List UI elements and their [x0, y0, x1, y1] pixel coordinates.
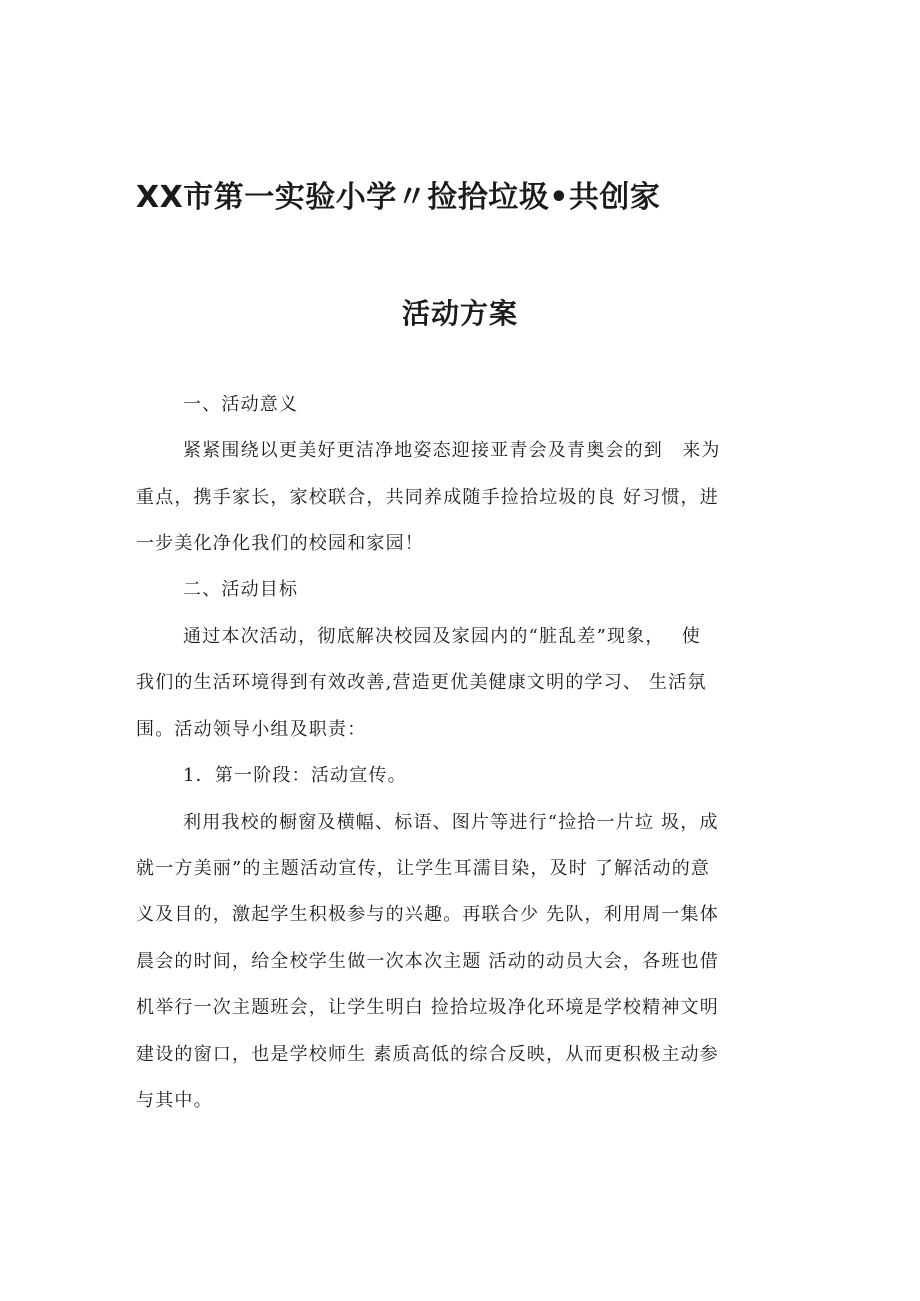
document-title-line-2: 活动方案: [401, 297, 518, 330]
paragraph-line: 紧紧围绕以更美好更洁净地姿态迎接亚青会及青奥会的到 来为: [183, 440, 721, 461]
paragraph-line: 利用我校的橱窗及横幅、标语、图片等进行“捡拾一片垃 圾，成: [183, 812, 719, 833]
section-heading-goals: 二、活动目标: [183, 579, 299, 600]
paragraph-line: 晨会的时间，给全校学生做一次本次主题 活动的动员大会，各班也借: [136, 951, 719, 972]
paragraph-line: 一步美化净化我们的校园和家园！: [136, 533, 424, 554]
paragraph-line: 机举行一次主题班会，让学生明白 捡拾垃圾净化环境是学校精神文明: [136, 997, 719, 1018]
paragraph-line: 就一方美丽”的主题活动宣传，让学生耳濡目染，及时 了解活动的意: [136, 858, 711, 879]
document-title-line-1: XX市第一实验小学〃捡拾垃圾•共创家: [136, 180, 661, 215]
paragraph-line: 义及目的，激起学生积极参与的兴趣。再联合少 先队，利用周一集体: [136, 904, 719, 925]
paragraph-line: 我们的生活环境得到有效改善,营造更优美健康文明的学习、 生活氛: [136, 672, 707, 693]
paragraph-line: 与其中。: [136, 1090, 213, 1111]
paragraph-line: 建设的窗口，也是学校师生 素质高低的综合反映，从而更积极主动参: [136, 1044, 719, 1065]
paragraph-line: 重点，携手家长，家校联合，共同养成随手捡拾垃圾的良 好习惯，进: [136, 487, 719, 508]
paragraph-line: 围。活动领导小组及职责：: [136, 719, 367, 740]
paragraph-line: 通过本次活动，彻底解决校园及家园内的“脏乱差”现象， 使: [183, 626, 701, 647]
section-heading-significance: 一、活动意义: [183, 394, 299, 415]
subsection-heading-stage-1: 1．第一阶段：活动宣传。: [183, 765, 407, 786]
